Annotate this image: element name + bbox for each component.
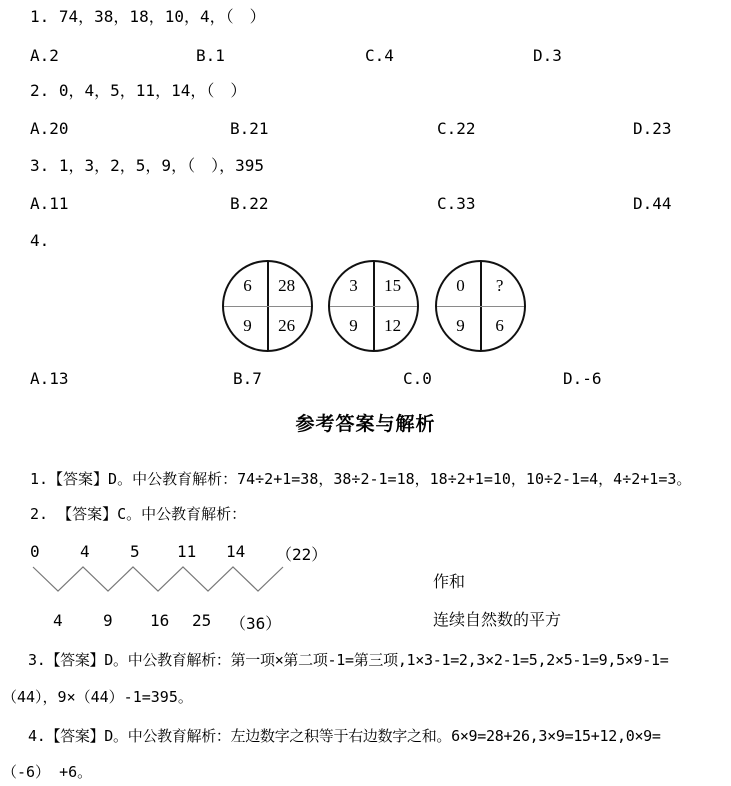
sequence-bottom-value: 4 [53, 611, 63, 630]
question-1-stem: 1. 74，38，18，10，4，（ ） [30, 7, 266, 26]
answer-4-text-line1: 4.【答案】D。中公教育解析：左边数字之积等于右边数字之和。6×9=28+26,3×9=15+12,0×9= [28, 727, 661, 745]
sequence-top-answer: （22） [276, 545, 328, 564]
diagram-label-squares: 连续自然数的平方 [433, 610, 562, 629]
circle3-top-left-value: 0 [456, 275, 465, 295]
diagram-label-sum: 作和 [433, 572, 466, 591]
circle-diagram-2 [328, 260, 419, 352]
circle-diagram-3 [435, 260, 526, 352]
sequence-top-value: 14 [226, 542, 246, 561]
question-4-option-b: B.7 [233, 369, 262, 388]
sequence-bottom-value: 25 [192, 611, 212, 630]
question-3-stem: 3. 1，3，2，5，9，（ ），395 [30, 156, 264, 175]
question-2-options [0, 119, 731, 139]
question-1-option-c: C.4 [365, 46, 394, 65]
circle1-top-right-value: 28 [278, 275, 296, 295]
sequence-top-value: 0 [30, 542, 40, 561]
question-1-option-a: A.2 [30, 46, 59, 65]
question-4-option-d: D.-6 [563, 369, 602, 388]
question-2-option-c: C.22 [437, 119, 476, 138]
question-2-stem: 2. 0，4，5，11，14，（ ） [30, 81, 247, 100]
question-1-option-b: B.1 [196, 46, 225, 65]
sequence-top-value: 11 [177, 542, 197, 561]
circle3-bottom-right-value: 6 [495, 316, 504, 336]
horizontal-divider-line [437, 306, 524, 307]
answers-section-heading: 参考答案与解析 [295, 413, 436, 435]
question-3-option-a: A.11 [30, 194, 69, 213]
circle1-top-left-value: 6 [243, 275, 252, 295]
question-2-option-d: D.23 [633, 119, 672, 138]
question-4-option-c: C.0 [403, 369, 432, 388]
question-4-option-a: A.13 [30, 369, 69, 388]
question-3-option-b: B.22 [230, 194, 269, 213]
circle2-top-right-value: 15 [384, 275, 402, 295]
sequence-top-value: 4 [80, 542, 90, 561]
circle3-top-right-value: ? [495, 275, 504, 295]
answer-1-text: 1.【答案】D。中公教育解析：74÷2+1=38，38÷2-1=18，18÷2+1=10，10÷2-1=4，4÷2+1=3。 [30, 470, 692, 488]
zigzag-difference-lines [32, 566, 284, 593]
question-3-option-d: D.44 [633, 194, 672, 213]
question-1-options [0, 46, 731, 66]
question-3-options [0, 194, 731, 214]
circle-diagram-1 [222, 260, 313, 352]
circle1-bottom-left-value: 9 [243, 316, 252, 336]
answer-3-text-line1: 3.【答案】D。中公教育解析：第一项×第二项-1=第三项,1×3-1=2,3×2-1=5,2×5-1=9,5×9-1= [28, 651, 669, 669]
circle1-bottom-right-value: 26 [278, 316, 296, 336]
horizontal-divider-line [224, 306, 311, 307]
answer-2-text: 2. 【答案】C。中公教育解析： [30, 505, 247, 523]
sequence-bottom-value: 9 [103, 611, 113, 630]
circle3-bottom-left-value: 9 [456, 316, 465, 336]
question-2-option-a: A.20 [30, 119, 69, 138]
horizontal-divider-line [330, 306, 417, 307]
answer-4-text-line2: （-6） +6。 [2, 763, 93, 781]
question-4-options [0, 369, 731, 389]
sequence-top-value: 5 [130, 542, 140, 561]
circle2-bottom-left-value: 9 [349, 316, 358, 336]
circle2-top-left-value: 3 [349, 275, 358, 295]
question-3-option-c: C.33 [437, 194, 476, 213]
circle2-bottom-right-value: 12 [384, 316, 402, 336]
question-1-option-d: D.3 [533, 46, 562, 65]
question-2-option-b: B.21 [230, 119, 269, 138]
sequence-bottom-value: 16 [150, 611, 170, 630]
answer-3-text-line2: （44），9×（44）-1=395。 [2, 688, 193, 706]
sequence-bottom-answer: （36） [230, 614, 282, 633]
question-4-stem: 4. [30, 231, 50, 250]
